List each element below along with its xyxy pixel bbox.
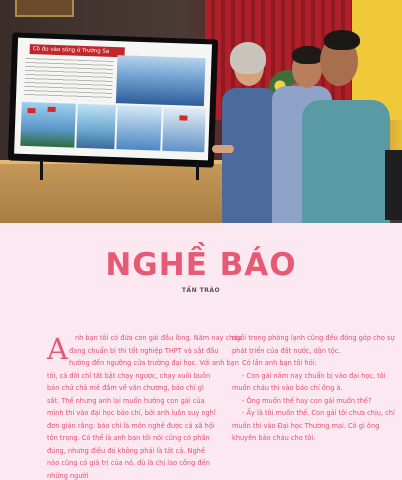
screen-banner: Cô đo vào sóng ở Trường Sa (30, 44, 125, 57)
tv-screen (14, 38, 212, 161)
screen-photo-2 (76, 104, 116, 149)
drop-cap: A (47, 332, 68, 366)
screen-photo-4 (162, 107, 206, 152)
screen-photo-3 (116, 105, 162, 151)
screen-photo-1 (20, 102, 76, 148)
paragraph-line: nh bạn tôi có đứa con gái đầu lòng. Năm nay cháu (75, 334, 242, 342)
paragraph: tôi, cả đời chỉ tất bật chạy ngược, chạy xuôi buôn bán chứ chả mê đắm về văn chương, báo chí gì sất. Thế nhưng anh lại muốn hướng con gái của mình thi vào đại học báo chí, bởi anh luôn suy nghĩ đơn giản rằng: báo chí là môn nghề được cả xã hội tôn trọng. Có thể là anh bạn tôi nói cũng có phần đúng, nhưng điều đó không phải là tất cả. Nghề nào cũng có giá trị của nó, dù là chị lao công đến những người (47, 371, 216, 480)
exhibition-photo (0, 0, 402, 223)
paragraph: - Ấy là tôi muốn thế. Con gái tôi chưa chịu, chỉ muốn thi vào Đại học Thương mại. Cô gì ông khuyên bảo cháu cho tôi. (232, 409, 395, 442)
article-column-2 (232, 332, 402, 445)
flag-icon (27, 108, 35, 113)
wall-frame (15, 0, 74, 17)
paragraph: - Con gái năm nay chuẩn bị vào đại học, tôi muốn cháu thi vào báo chí ông à. (232, 371, 386, 392)
article-column-1 (47, 332, 242, 480)
flag-icon (48, 107, 56, 112)
tv-display (8, 32, 218, 167)
paragraph: Có lần anh bạn tôi hỏi: (242, 359, 317, 367)
paragraph: ngồi trong phòng lạnh cũng đều đóng góp cho sự phát triển của đất nước, dân tộc. (232, 334, 395, 355)
paragraph-line: hướng đến ngưỡng cửa trường đại học. Với anh bạn (69, 359, 239, 367)
speaker (385, 150, 402, 220)
screen-text-block (24, 58, 113, 101)
flag-icon (179, 115, 187, 120)
article-title: NGHỀ BÁO (105, 247, 297, 283)
paragraph: - Ông muốn thế hay con gái muốn thế? (242, 396, 372, 405)
screen-ocean-photo (116, 55, 206, 106)
article-author: TẤN TRÀO (181, 287, 221, 294)
display-table (0, 160, 235, 223)
paragraph-line: đang chuẩn bị thi tốt nghiệp THPT và sắt đầu (69, 346, 219, 355)
